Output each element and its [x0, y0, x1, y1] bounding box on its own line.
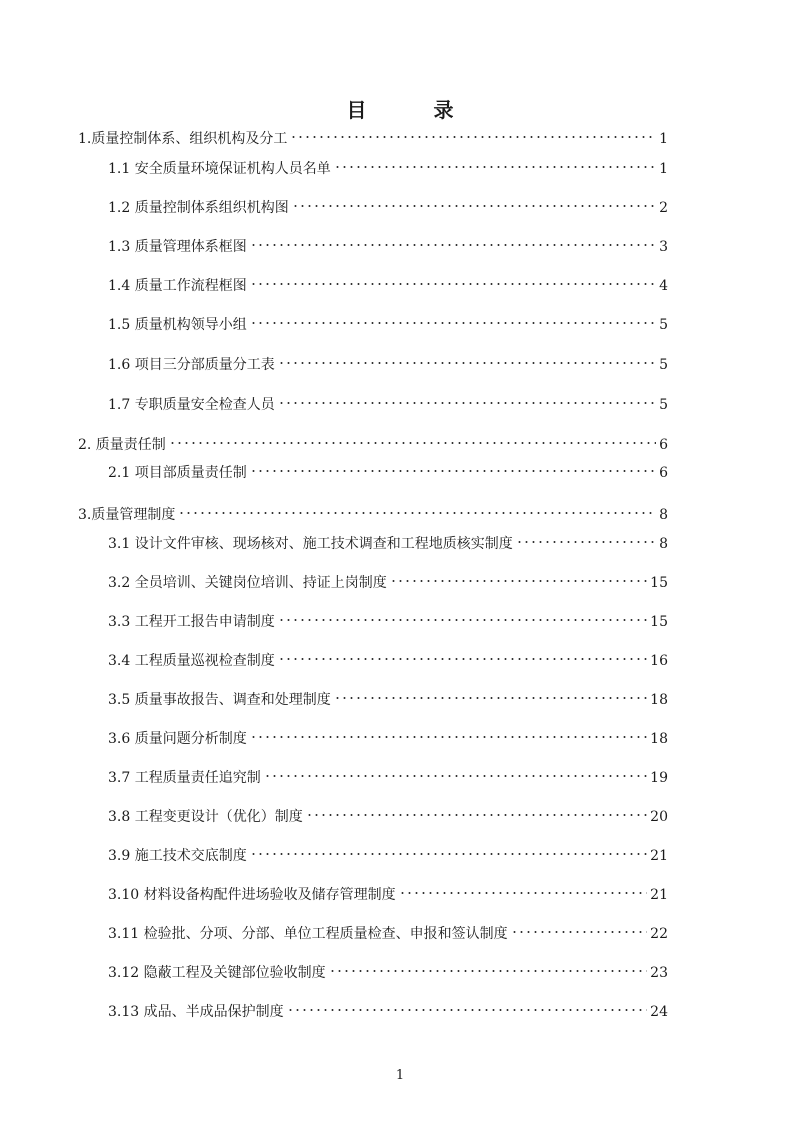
toc-entry-text: 1.4 质量工作流程框图 [108, 278, 247, 294]
toc-entry-page: 4 [659, 278, 668, 294]
toc-entry-text: 3.2 全员培训、关键岗位培训、持证上岗制度 [108, 575, 387, 591]
toc-leader-dots [290, 135, 656, 139]
toc-entry-text: 1.7 专职质量安全检查人员 [108, 397, 275, 413]
toc-entry-text: 3.4 工程质量巡视检查制度 [108, 653, 275, 669]
toc-entry-page: 5 [659, 357, 668, 373]
toc-entry[interactable] [108, 690, 668, 710]
toc-entry[interactable] [108, 924, 668, 944]
toc-entry[interactable] [108, 651, 668, 671]
toc-entry-page: 3 [659, 239, 668, 255]
toc-entry[interactable] [108, 1002, 668, 1022]
toc-leader-dots [178, 511, 656, 515]
toc-entry-text: 3.6 质量问题分析制度 [108, 731, 247, 747]
toc-entry-text: 3.9 施工技术交底制度 [108, 848, 247, 864]
toc-leader-dots [278, 657, 647, 661]
toc-entry-page: 20 [650, 809, 668, 825]
toc-entry-page: 15 [650, 575, 668, 591]
toc-entry[interactable] [108, 612, 668, 632]
toc-title: 目 录 [346, 98, 484, 122]
toc-entry-page: 5 [659, 397, 668, 413]
toc-entry-page: 8 [659, 536, 668, 552]
toc-entry-page: 6 [659, 465, 668, 481]
toc-entry-text: 1.1 安全质量环境保证机构人员名单 [108, 161, 331, 177]
toc-entry-text: 3.12 隐蔽工程及关键部位验收制度 [108, 965, 326, 981]
toc-leader-dots [287, 1008, 648, 1012]
toc-entry-page: 23 [650, 965, 668, 981]
toc-entry-page: 22 [650, 926, 668, 942]
toc-entry-text: 1.质量控制体系、组织机构及分工 [78, 131, 288, 147]
toc-entry[interactable] [108, 463, 668, 483]
toc-entry-page: 15 [650, 614, 668, 630]
toc-leader-dots [264, 774, 647, 778]
toc-entry[interactable] [108, 395, 668, 415]
toc-entry-text: 3.8 工程变更设计（优化）制度 [108, 809, 303, 825]
toc-leader-dots [399, 891, 648, 895]
toc-entry-page: 8 [659, 507, 668, 523]
toc-entry[interactable] [108, 729, 668, 749]
toc-leader-dots [292, 204, 656, 208]
toc-entry[interactable] [108, 768, 668, 788]
toc-entry-page: 18 [650, 692, 668, 708]
toc-entry-text: 3.11 检验批、分项、分部、单位工程质量检查、申报和签认制度 [108, 926, 508, 942]
toc-entry[interactable] [108, 276, 668, 296]
toc-entry[interactable] [108, 846, 668, 866]
toc-entry[interactable] [108, 159, 668, 179]
toc-leader-dots [306, 813, 647, 817]
toc-entry-page: 1 [659, 131, 668, 147]
toc-entry-text: 3.质量管理制度 [78, 507, 176, 523]
toc-leader-dots [250, 735, 647, 739]
toc-entry[interactable] [78, 129, 668, 149]
toc-entry-text: 1.5 质量机构领导小组 [108, 317, 247, 333]
toc-leader-dots [250, 282, 656, 286]
toc-entry-text: 3.3 工程开工报告申请制度 [108, 614, 275, 630]
toc-entry-page: 24 [650, 1004, 668, 1020]
toc-entry[interactable] [78, 505, 668, 525]
toc-entry-text: 2.1 项目部质量责任制 [108, 465, 247, 481]
toc-leader-dots [169, 441, 656, 445]
toc-entry-text: 3.1 设计文件审核、现场核对、施工技术调查和工程地质核实制度 [108, 536, 513, 552]
toc-leader-dots [329, 969, 648, 973]
toc-entry[interactable] [108, 198, 668, 218]
toc-entry-text: 1.2 质量控制体系组织机构图 [108, 200, 289, 216]
toc-entry-page: 2 [659, 200, 668, 216]
toc-entry-text: 3.7 工程质量责任追究制 [108, 770, 261, 786]
toc-leader-dots [250, 321, 656, 325]
toc-leader-dots [516, 540, 656, 544]
toc-entry-text: 1.6 项目三分部质量分工表 [108, 357, 275, 373]
toc-entry-page: 21 [650, 887, 668, 903]
toc-entry-page: 19 [650, 770, 668, 786]
toc-entry-page: 18 [650, 731, 668, 747]
toc-entry[interactable] [78, 435, 668, 455]
toc-leader-dots [250, 852, 647, 856]
toc-leader-dots [511, 930, 648, 934]
toc-entry-page: 1 [659, 161, 668, 177]
toc-leader-dots [334, 696, 647, 700]
toc-entry[interactable] [108, 573, 668, 593]
toc-entry-page: 6 [659, 437, 668, 453]
toc-entry-text: 3.10 材料设备构配件进场验收及储存管理制度 [108, 887, 396, 903]
toc-entry[interactable] [108, 807, 668, 827]
toc-entry-text: 3.5 质量事故报告、调查和处理制度 [108, 692, 331, 708]
toc-leader-dots [390, 579, 647, 583]
toc-entry[interactable] [108, 885, 668, 905]
toc-leader-dots [278, 618, 647, 622]
toc-entry-page: 5 [659, 317, 668, 333]
toc-entry[interactable] [108, 237, 668, 257]
toc-leader-dots [334, 165, 656, 169]
toc-entry-page: 21 [650, 848, 668, 864]
toc-entry[interactable] [108, 315, 668, 335]
toc-entry[interactable] [108, 355, 668, 375]
page-number: 1 [395, 1068, 405, 1083]
toc-entry[interactable] [108, 534, 668, 554]
toc-leader-dots [278, 361, 656, 365]
toc-entry-text: 1.3 质量管理体系框图 [108, 239, 247, 255]
toc-entry-text: 2. 质量责任制 [78, 437, 166, 453]
toc-leader-dots [250, 469, 656, 473]
toc-entry[interactable] [108, 963, 668, 983]
toc-entry-page: 16 [650, 653, 668, 669]
toc-leader-dots [278, 401, 656, 405]
toc-leader-dots [250, 243, 656, 247]
toc-entry-text: 3.13 成品、半成品保护制度 [108, 1004, 284, 1020]
